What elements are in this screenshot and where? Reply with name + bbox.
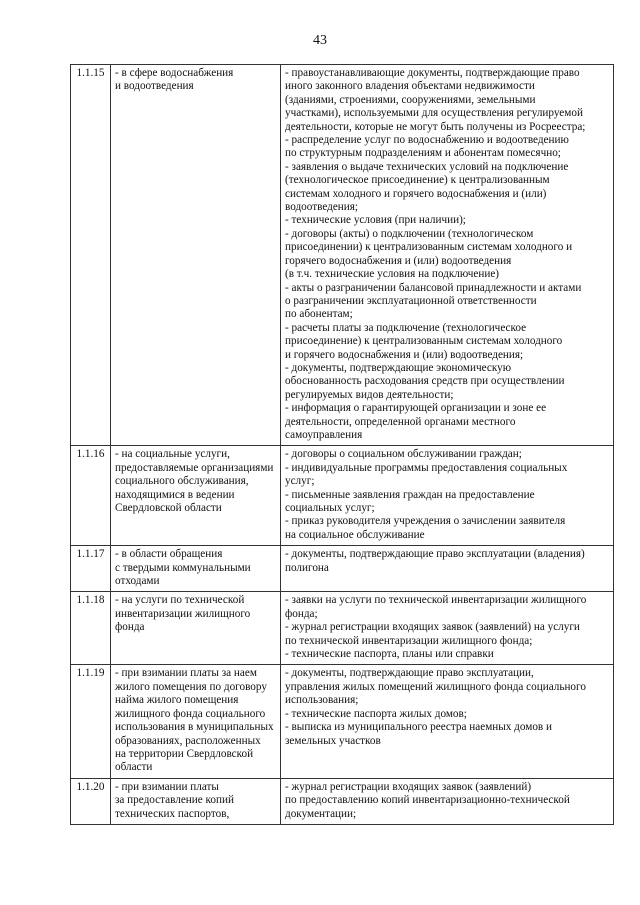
subject-line: - на услуги по технической (115, 594, 245, 607)
document-line: - договоры о социальном обслуживании граждан; (285, 448, 522, 461)
document-line: (зданиями, строениями, сооружениями, земельными (285, 93, 536, 106)
subject-line: - в области обращения (115, 548, 223, 561)
subject-line: фонда (115, 621, 145, 634)
subject-line: образованиях, расположенных (115, 734, 261, 747)
subject-line: - при взимании платы (115, 780, 219, 793)
document-line: самоуправления (285, 428, 363, 441)
document-line: по предоставлению копий инвентаризационно-технической (285, 794, 570, 807)
subject-line: на территории Свердловской (115, 747, 254, 760)
document-line: - письменные заявления граждан на предоставление (285, 488, 535, 501)
table-row (71, 778, 614, 824)
document-line: участками), используемыми для осуществления регулируемой (285, 107, 583, 120)
document-line: системам холодного и горячего водоснабжения и (или) (285, 187, 547, 200)
row-number: 1.1.20 (71, 778, 111, 824)
table-body (71, 65, 614, 825)
row-number: 1.1.16 (71, 446, 111, 546)
document-line: горячего водоснабжения и (или) водоотведения (285, 254, 512, 267)
document-line: услуг; (285, 475, 315, 488)
document-line: - акты о разграничении балансовой принадлежности и актами (285, 281, 582, 294)
subject-line: жилого помещения по договору (115, 680, 267, 693)
document-line: на социальное обслуживание (285, 528, 425, 541)
document-line: - выписка из муниципального реестра наемных домов и (285, 721, 552, 734)
document-line: обоснованность расходования средств при осуществлении (285, 375, 565, 388)
subject-line: за предоставление копий (115, 794, 234, 807)
subject-line: и водоотведения (115, 80, 194, 93)
subject-line: с твердыми коммунальными (115, 561, 251, 574)
document-line: - приказ руководителя учреждения о зачислении заявителя (285, 515, 566, 528)
document-line: - документы, подтверждающие экономическую (285, 361, 512, 374)
document-line: - расчеты платы за подключение (технологическое (285, 321, 527, 334)
row-documents-cell (281, 65, 614, 446)
row-subject-cell (111, 65, 281, 446)
subject-line: находящимися в ведении (115, 488, 235, 501)
row-number: 1.1.15 (71, 65, 111, 446)
document-line: управления жилых помещений жилищного фонда социального (285, 680, 586, 693)
document-line: - технические условия (при наличии); (285, 214, 466, 227)
row-subject-cell (111, 592, 281, 665)
row-documents-cell (281, 546, 614, 592)
document-line: - распределение услуг по водоснабжению и водоотведению (285, 134, 569, 147)
table-row (71, 65, 614, 446)
document-line: земельных участков (285, 734, 381, 747)
row-documents-cell (281, 446, 614, 546)
document-line: документации; (285, 807, 357, 820)
document-line: деятельности, определенной органами местного (285, 415, 516, 428)
row-number: 1.1.18 (71, 592, 111, 665)
row-documents-cell (281, 665, 614, 778)
subject-line: найма жилого помещения (115, 694, 239, 707)
document-line: - документы, подтверждающие право эксплуатации, (285, 667, 534, 680)
document-line: - журнал регистрации входящих заявок (заявлений) (285, 780, 532, 793)
document-line: - технические паспорта жилых домов; (285, 707, 467, 720)
document-line: присоединение) к централизованным системам холодного (285, 335, 563, 348)
subject-line: социального обслуживания, (115, 475, 249, 488)
row-subject-cell (111, 546, 281, 592)
document-line: (технологическое присоединение) к централизованным (285, 174, 550, 187)
row-documents-cell (281, 778, 614, 824)
subject-line: жилищного фонда социального (115, 707, 266, 720)
subject-line: области (115, 761, 153, 774)
tariff-documents-table (70, 64, 614, 825)
document-line: полигона (285, 561, 329, 574)
document-line: регулируемых видов деятельности; (285, 388, 454, 401)
document-line: - заявки на услуги по технической инвентаризации жилищного (285, 594, 587, 607)
document-line: - информация о гарантирующей организации и зоне ее (285, 402, 547, 415)
document-line: водоотведения; (285, 201, 359, 214)
subject-line: отходами (115, 575, 160, 588)
table-row (71, 592, 614, 665)
document-line: - журнал регистрации входящих заявок (заявлений) на услуги (285, 621, 580, 634)
row-number: 1.1.17 (71, 546, 111, 592)
table-row (71, 665, 614, 778)
document-line: по технической инвентаризации жилищного фонда; (285, 634, 533, 647)
row-subject-cell (111, 446, 281, 546)
subject-line: использования в муниципальных (115, 721, 274, 734)
table-row (71, 546, 614, 592)
document-line: - индивидуальные программы предоставления социальных (285, 461, 568, 474)
subject-line: предоставляемые организациями (115, 461, 274, 474)
subject-line: - в сфере водоснабжения (115, 67, 234, 79)
subject-line: - на социальные услуги, (115, 448, 230, 461)
document-line: и горячего водоснабжения и (или) водоотведения; (285, 348, 524, 361)
row-subject-cell (111, 778, 281, 824)
document-line: - технические паспорта, планы или справки (285, 648, 494, 661)
document-line: присоединении) к централизованным системам холодного и (285, 241, 573, 254)
row-subject-cell (111, 665, 281, 778)
document-line: - заявления о выдаче технических условий на подключение (285, 160, 569, 173)
document-line: использования; (285, 694, 359, 707)
document-line: иного законного владения объектами недвижимости (285, 80, 535, 93)
document-line: деятельности, которые не могут быть получены из Росреестра; (285, 120, 586, 133)
document-line: (в т.ч. технические условия на подключение) (285, 268, 500, 281)
subject-line: технических паспортов, (115, 807, 230, 820)
document-line: - правоустанавливающие документы, подтверждающие право (285, 67, 580, 79)
document-line: по абонентам; (285, 308, 353, 321)
document-line: фонда; (285, 607, 318, 620)
document-line: о разграничении эксплуатационной ответственности (285, 294, 537, 307)
row-documents-cell (281, 592, 614, 665)
subject-line: Свердловской области (115, 502, 222, 514)
subject-line: - при взимании платы за наем (115, 667, 257, 680)
table-row (71, 446, 614, 546)
row-number: 1.1.19 (71, 665, 111, 778)
document-line: - договоры (акты) о подключении (технологическом (285, 227, 534, 240)
document-line: - документы, подтверждающие право эксплуатации (владения) (285, 548, 585, 561)
page-number: 43 (313, 33, 327, 48)
document-line: по структурным подразделениям и абонентам помесячно; (285, 147, 561, 160)
subject-line: инвентаризации жилищного (115, 607, 251, 620)
document-line: социальных услуг; (285, 502, 375, 514)
